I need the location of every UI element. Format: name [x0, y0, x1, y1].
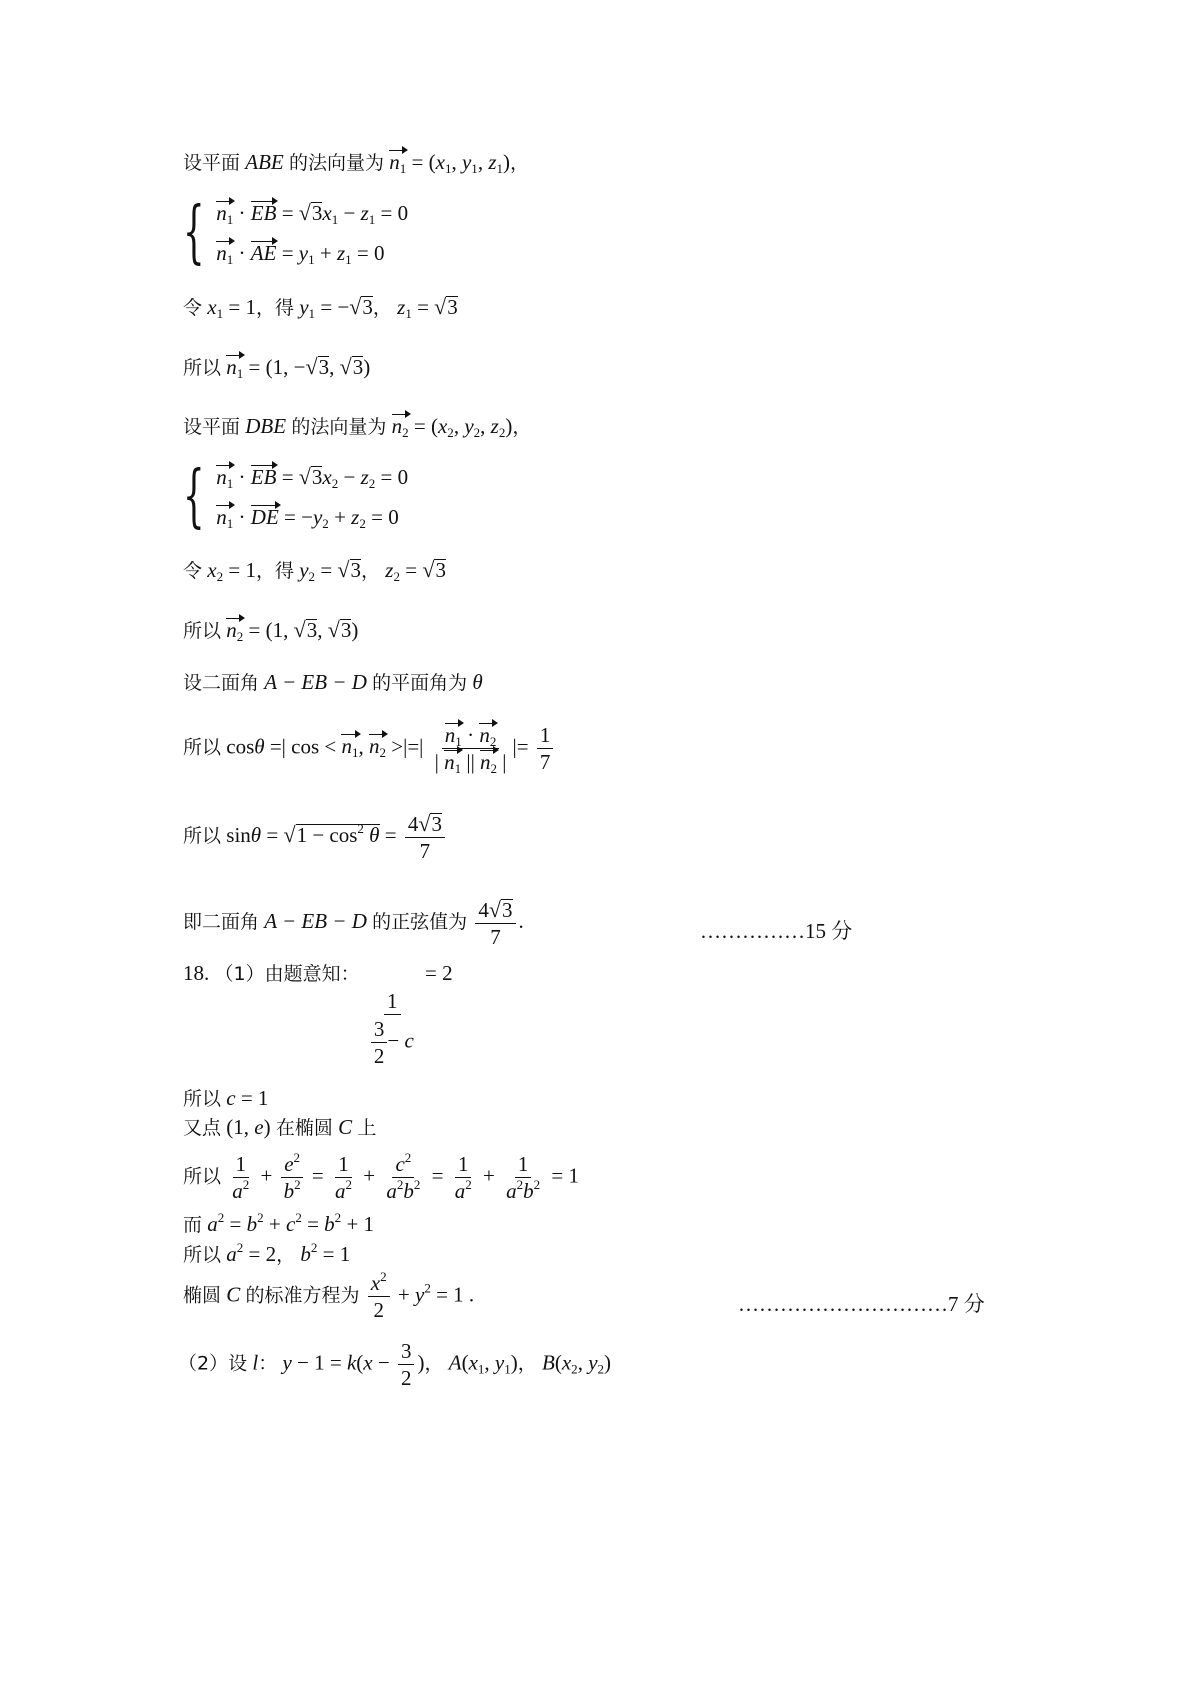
- text-set-dihedral: 设二面角: [183, 672, 260, 694]
- line-problem-18: 18. （1）由题意知： 1 $\frac{3}{2}$ − c = 2: [183, 961, 453, 1069]
- text-also-point: 又点: [183, 1117, 222, 1139]
- text-ellipse: 椭圆: [183, 1284, 222, 1307]
- score-7: …………………………7 分: [738, 1292, 985, 1316]
- text-plane-angle: 的平面角为: [372, 672, 468, 694]
- line-let-x2: 令 $x_2 = 1$，得 $y_2 = √3$， $z_2 = √3$: [183, 557, 446, 584]
- line-c-equals-1: 所以 c = 1: [183, 1086, 269, 1110]
- line-normal-dbe: 设平面 DBE 的法向量为 $n_2 = (x_2$, $y_2$, $z_2$)，: [183, 414, 532, 440]
- text-on-ellipse: 在椭圆: [275, 1117, 333, 1139]
- dihedral-label: A − EB − D: [264, 670, 367, 694]
- ellipse-name: C: [338, 1115, 353, 1139]
- line-point-on-ellipse: 又点 (1, e) 在椭圆 C 上: [183, 1115, 377, 1139]
- line-name: l: [252, 1350, 259, 1375]
- text-get: ，得: [255, 297, 294, 319]
- line-a-squared: 而 $a^2 = b^2 + c^2 = b^2 + 1$: [183, 1210, 375, 1236]
- text-normal-vector: 的法向量为: [289, 152, 385, 174]
- line-let-x1: 令 $x_1 = 1$，得 $y_1 = -√3$， $z_1 = √3$: [183, 294, 458, 321]
- line-part-2: （2）设 l： y − 1 = k(x − $\frac{3}{2}$ )， $A(x_1$, $y_1$)， $B(x_2$, $y_2$): [178, 1339, 612, 1391]
- line-ellipse-equation: 所以 $\frac{1}{a^2}$ + $\frac{e^2}{b^2}$ = $\frac{1}{a^2}$ + $\frac{c^2}{a^2b^2}$ = $\frac{1}{a^2}$ + $\frac{1}{a^2b^2}$ = 1: [183, 1150, 579, 1204]
- text-set-plane: 设平面: [183, 152, 241, 174]
- line-cos-theta: 所以 cosθ =| $\cos < n_1$, $n_2$ >|=| $\frac{n_1 \cdot n_2}{| n_1 || n_2 |}$ |= $\frac{1}{7}$: [183, 722, 556, 775]
- text-part2: （2）设: [178, 1352, 248, 1375]
- text-standard-eq: 的标准方程为: [245, 1284, 360, 1307]
- line-normal-abe: 设平面 ABE 的法向量为 $n_1 = (x_1$, $y_1$, $z_1$)，: [183, 150, 530, 176]
- line-n1-result: 所以 $n_1 = (1$, −√3, √3): [183, 354, 371, 381]
- line-standard-equation: 椭圆 C 的标准方程为 $\frac{x^2}{2}$ + $y^2 = 1$ .: [183, 1269, 475, 1323]
- line-n2-result: 所以 $n_2 = (1$, √3, √3): [183, 617, 359, 644]
- equation-system-2: { $n_1$ · EB = $√3x_2 - z_2 = 0$ $n_1$ · DE = $-y_2 + z_2 = 0$: [183, 456, 409, 536]
- text-let: 令: [183, 297, 203, 319]
- line-dihedral-def: 设二面角 A − EB − D 的平面角为 θ: [183, 670, 483, 694]
- line-dihedral-answer: 即二面角 A − EB − D 的正弦值为 $\frac{4√3}{7}$ .: [183, 897, 524, 950]
- text-sine-value: 的正弦值为: [372, 911, 468, 934]
- text-and: 而: [183, 1214, 203, 1236]
- problem-number: 18.: [183, 961, 210, 985]
- plane-abe-label: ABE: [245, 150, 284, 174]
- score-15: ……………15 分: [700, 919, 853, 943]
- text-so: 所以: [183, 357, 222, 379]
- plane-dbe-label: DBE: [245, 414, 287, 438]
- equation-system-1: { $n_1$ · EB = $√3x_1 - z_1 = 0$ $n_1$ · AE = $y_1 + z_1 = 0$: [183, 192, 409, 272]
- line-a2-b2-values: 所以 $a^2 = 2$， $b^2 = 1$: [183, 1240, 351, 1266]
- text-namely-dihedral: 即二面角: [183, 911, 260, 934]
- text-problem-intro: （1）由题意知：: [214, 963, 360, 985]
- line-sin-theta: 所以 $\sin\theta = √1 - \cos^2 \theta$ = $\frac{4√3}{7}$: [183, 810, 448, 864]
